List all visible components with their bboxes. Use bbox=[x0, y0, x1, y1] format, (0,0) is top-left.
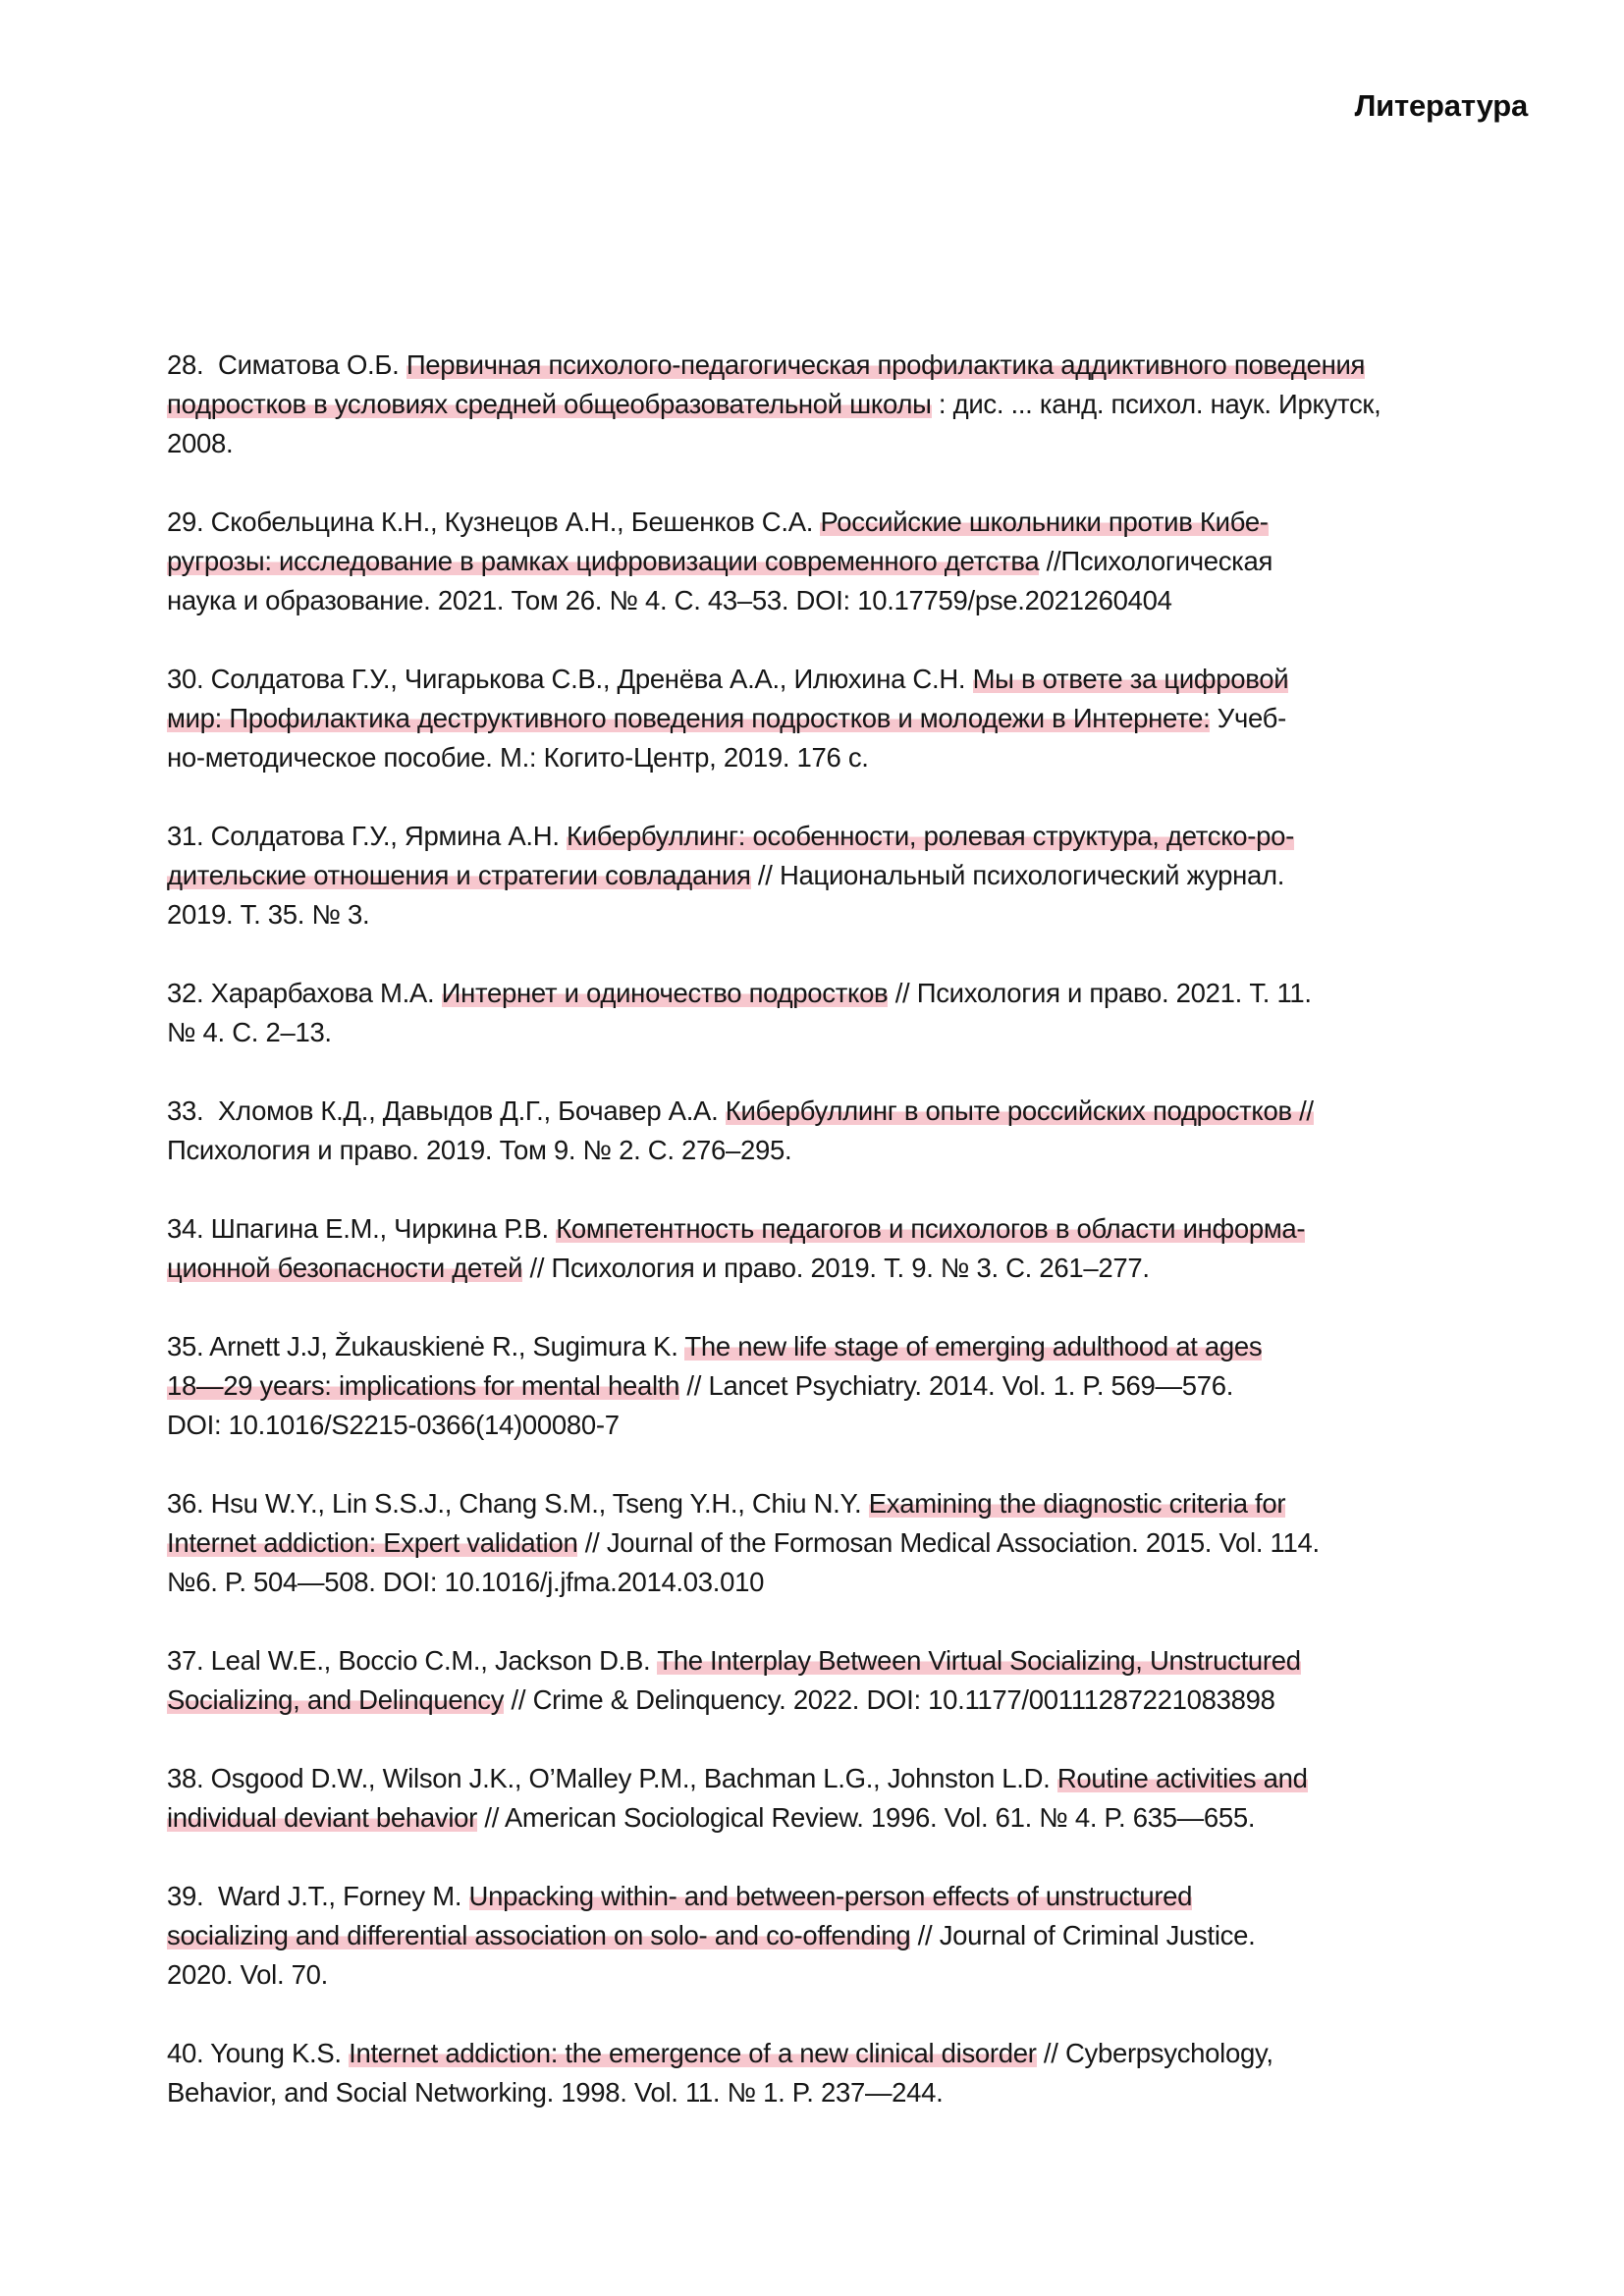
reference-line bbox=[167, 385, 1526, 424]
reference-text: Behavior, and Social Networking. 1998. Vol. 11. № 1. P. 237—244. bbox=[167, 2077, 944, 2108]
reference-text: 32. Харарбахова М.А. bbox=[167, 978, 442, 1008]
reference-text: 28. Симатова О.Б. bbox=[167, 349, 406, 380]
reference-text: 33. Хломов К.Д., Давыдов Д.Г., Бочавер А.А. bbox=[167, 1095, 726, 1126]
page-title: Литература bbox=[1354, 88, 1528, 123]
reference-line bbox=[167, 1877, 1526, 1916]
reference-line bbox=[167, 2073, 1526, 2112]
reference-text: // Психология и право. 2019. Т. 9. № 3. С. 261–277. bbox=[522, 1253, 1150, 1283]
reference-text: 34. Шпагина Е.М., Чиркина Р.В. bbox=[167, 1213, 557, 1244]
highlighted-text: Российские школьники против Кибе- bbox=[820, 507, 1269, 537]
reference-text: 2008. bbox=[167, 428, 234, 458]
reference-line bbox=[167, 817, 1526, 856]
reference-text: 31. Солдатова Г.У., Ярмина А.Н. bbox=[167, 821, 567, 851]
highlighted-text: дительские отношения и стратегии совладания bbox=[167, 860, 751, 890]
reference-line bbox=[167, 1798, 1526, 1838]
highlighted-text: Examining the diagnostic criteria for bbox=[868, 1488, 1286, 1519]
reference-line bbox=[167, 1131, 1526, 1170]
reference-item bbox=[167, 1209, 1526, 1288]
highlighted-text: подростков в условиях средней общеобразовательной школы bbox=[167, 389, 932, 419]
reference-line bbox=[167, 1209, 1526, 1249]
reference-line bbox=[167, 424, 1526, 463]
reference-text: 37. Leal W.E., Boccio C.M., Jackson D.B. bbox=[167, 1645, 658, 1676]
highlighted-text: Internet addiction: Expert validation bbox=[167, 1527, 578, 1558]
highlighted-text: 18—29 years: implications for mental health bbox=[167, 1370, 680, 1401]
reference-line bbox=[167, 503, 1526, 542]
reference-line bbox=[167, 1092, 1526, 1131]
reference-line bbox=[167, 856, 1526, 895]
reference-text: // Национальный психологический журнал. bbox=[750, 860, 1285, 890]
reference-line bbox=[167, 1641, 1526, 1681]
reference-line bbox=[167, 1013, 1526, 1052]
highlighted-text: Первичная психолого-педагогическая профилактика аддиктивного поведения bbox=[406, 349, 1366, 380]
reference-line bbox=[167, 660, 1526, 699]
reference-text: № 4. С. 2–13. bbox=[167, 1017, 332, 1047]
reference-line bbox=[167, 1759, 1526, 1798]
reference-line bbox=[167, 1366, 1526, 1406]
highlighted-text: The new life stage of emerging adulthood at ages bbox=[684, 1331, 1263, 1362]
reference-text: 40. Young K.S. bbox=[167, 2038, 350, 2068]
highlighted-text: Мы в ответе за цифровой bbox=[972, 664, 1289, 694]
reference-text: //Психологическая bbox=[1039, 546, 1273, 576]
highlighted-text: Routine activities and bbox=[1056, 1763, 1308, 1793]
references-list bbox=[167, 346, 1526, 2152]
reference-line bbox=[167, 542, 1526, 581]
reference-item bbox=[167, 1641, 1526, 1720]
reference-line bbox=[167, 1249, 1526, 1288]
reference-text: // Психология и право. 2021. Т. 11. bbox=[888, 978, 1312, 1008]
reference-line bbox=[167, 1327, 1526, 1366]
highlighted-text: individual deviant behavior bbox=[167, 1802, 478, 1833]
reference-line bbox=[167, 974, 1526, 1013]
reference-text: 30. Солдатова Г.У., Чигарькова С.В., Дренёва А.А., Илюхина С.Н. bbox=[167, 664, 973, 694]
highlighted-text: The Interplay Between Virtual Socializing, Unstructured bbox=[657, 1645, 1301, 1676]
reference-text: // Crime & Delinquency. 2022. DOI: 10.1177/00111287221083898 bbox=[504, 1684, 1275, 1715]
reference-line bbox=[167, 346, 1526, 385]
reference-line bbox=[167, 1484, 1526, 1523]
reference-item bbox=[167, 1759, 1526, 1838]
reference-text: но-методическое пособие. М.: Когито-Центр, 2019. 176 с. bbox=[167, 742, 869, 773]
reference-text: // American Sociological Review. 1996. Vol. 61. № 4. P. 635—655. bbox=[477, 1802, 1256, 1833]
highlighted-text: Socializing, and Delinquency bbox=[167, 1684, 505, 1715]
reference-text: Психология и право. 2019. Том 9. № 2. С. 276–295. bbox=[167, 1135, 792, 1165]
reference-line bbox=[167, 738, 1526, 777]
reference-text: 36. Hsu W.Y., Lin S.S.J., Chang S.M., Tseng Y.H., Chiu N.Y. bbox=[167, 1488, 869, 1519]
highlighted-text: Кибербуллинг в опыте российских подростков // bbox=[725, 1095, 1314, 1126]
reference-item bbox=[167, 660, 1526, 777]
reference-text: наука и образование. 2021. Том 26. № 4. С. 43–53. DOI: 10.17759/pse.2021260404 bbox=[167, 585, 1172, 615]
reference-item bbox=[167, 1877, 1526, 1995]
reference-text: Учеб- bbox=[1210, 703, 1286, 733]
reference-item bbox=[167, 1484, 1526, 1602]
highlighted-text: ругрозы: исследование в рамках цифровизации современного детства bbox=[167, 546, 1040, 576]
reference-line bbox=[167, 1563, 1526, 1602]
reference-item bbox=[167, 503, 1526, 620]
highlighted-text: Интернет и одиночество подростков bbox=[441, 978, 889, 1008]
reference-text: 2020. Vol. 70. bbox=[167, 1959, 328, 1990]
reference-item bbox=[167, 817, 1526, 934]
reference-text: DOI: 10.1016/S2215-0366(14)00080-7 bbox=[167, 1410, 620, 1440]
reference-item bbox=[167, 1092, 1526, 1170]
reference-line bbox=[167, 1916, 1526, 1955]
reference-text: 2019. Т. 35. № 3. bbox=[167, 899, 370, 930]
highlighted-text: socializing and differential association on solo- and co-offending bbox=[167, 1920, 911, 1950]
reference-text: 38. Osgood D.W., Wilson J.K., O’Malley P.M., Bachman L.G., Johnston L.D. bbox=[167, 1763, 1057, 1793]
reference-line bbox=[167, 1955, 1526, 1995]
reference-text: 39. Ward J.T., Forney M. bbox=[167, 1881, 469, 1911]
reference-line bbox=[167, 1681, 1526, 1720]
reference-text: // Lancet Psychiatry. 2014. Vol. 1. P. 569—576. bbox=[679, 1370, 1234, 1401]
reference-line bbox=[167, 2034, 1526, 2073]
reference-text: 29. Скобельцина К.Н., Кузнецов А.Н., Бешенков С.А. bbox=[167, 507, 821, 537]
reference-line bbox=[167, 699, 1526, 738]
highlighted-text: Кибербуллинг: особенности, ролевая структура, детско-ро- bbox=[567, 821, 1294, 851]
highlighted-text: Компетентность педагогов и психологов в области информа- bbox=[556, 1213, 1306, 1244]
reference-item bbox=[167, 1327, 1526, 1445]
reference-text: №6. P. 504—508. DOI: 10.1016/j.jfma.2014.03.010 bbox=[167, 1567, 765, 1597]
reference-text: : дис. ... канд. психол. наук. Иркутск, bbox=[931, 389, 1381, 419]
reference-line bbox=[167, 1523, 1526, 1563]
highlighted-text: Unpacking within- and between-person effects of unstructured bbox=[468, 1881, 1193, 1911]
reference-line bbox=[167, 581, 1526, 620]
reference-text: // Cyberpsychology, bbox=[1036, 2038, 1273, 2068]
reference-item bbox=[167, 2034, 1526, 2112]
reference-text: 35. Arnett J.J, Žukauskienė R., Sugimura K. bbox=[167, 1331, 685, 1362]
reference-line bbox=[167, 1406, 1526, 1445]
highlighted-text: Internet addiction: the emergence of a new clinical disorder bbox=[349, 2038, 1037, 2068]
reference-item bbox=[167, 974, 1526, 1052]
highlighted-text: мир: Профилактика деструктивного поведения подростков и молодежи в Интернете: bbox=[167, 703, 1211, 733]
reference-line bbox=[167, 895, 1526, 934]
highlighted-text: ционной безопасности детей bbox=[167, 1253, 523, 1283]
reference-text: // Journal of the Formosan Medical Association. 2015. Vol. 114. bbox=[577, 1527, 1320, 1558]
reference-text: // Journal of Criminal Justice. bbox=[910, 1920, 1256, 1950]
reference-item bbox=[167, 346, 1526, 463]
